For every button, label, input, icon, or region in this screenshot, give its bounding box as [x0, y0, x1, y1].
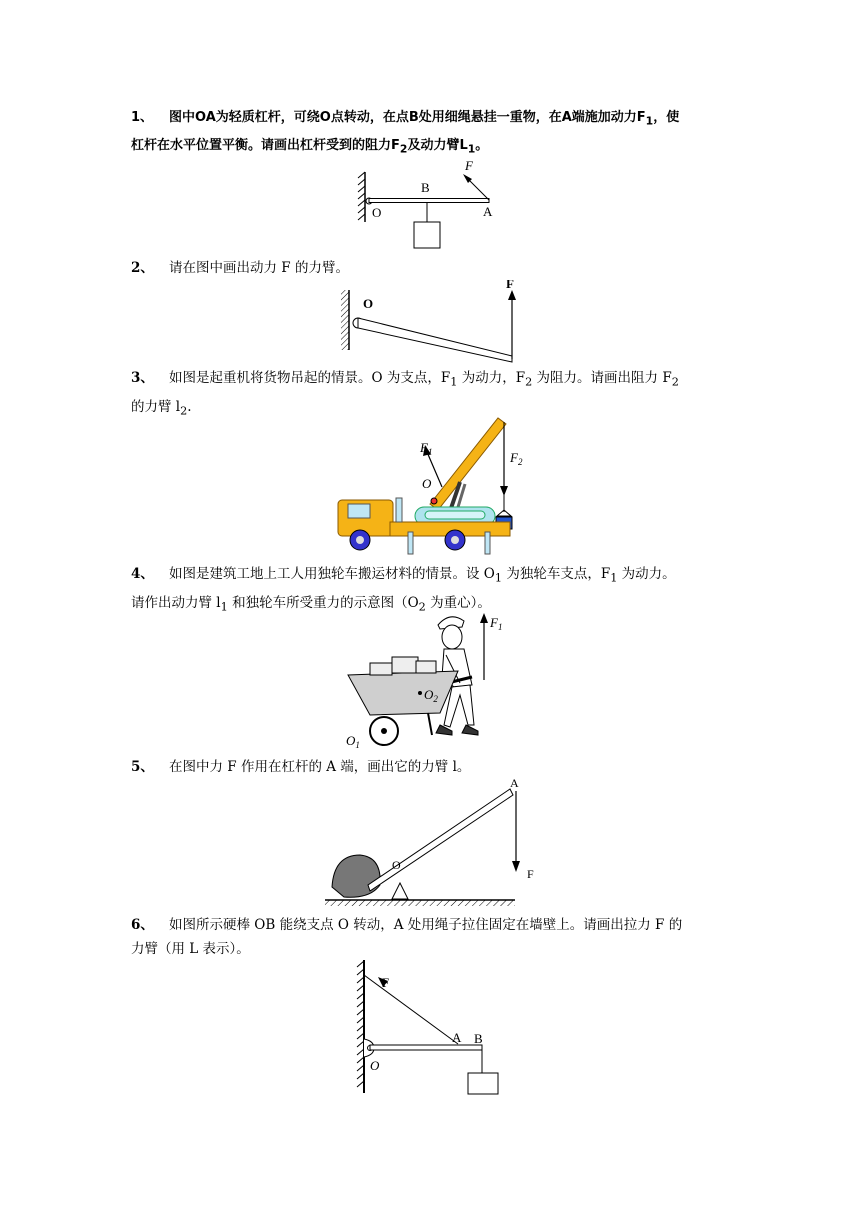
question-text: 如图所示硬棒 OB 能绕支点 O 转动，A 处用绳子拉住固定在墙壁上。请画出拉力 F 的 — [169, 917, 683, 933]
pivot — [431, 498, 437, 504]
label-O: O — [363, 296, 374, 311]
subscript: 1 — [645, 114, 654, 128]
question-text: 杠杆在水平位置平衡。请画出杠杆受到的阻力F — [131, 137, 400, 153]
label-F1: $F_1$ — [420, 440, 433, 457]
rope — [364, 975, 458, 1044]
subscript: 1 — [494, 571, 503, 585]
label-A: A — [452, 1030, 462, 1045]
question-number: 5、 — [131, 759, 154, 775]
subscript: 2 — [671, 375, 679, 389]
question-6 — [131, 913, 731, 961]
fulcrum — [392, 883, 408, 899]
question-text: 请作出动力臂 l — [131, 594, 221, 611]
question-text: 的力臂 l — [131, 398, 181, 415]
lever-bar — [369, 199, 489, 203]
lever-bar — [358, 318, 512, 362]
figure-3-crane — [330, 412, 530, 557]
label-F: F — [527, 867, 534, 881]
crane-boom — [430, 418, 506, 510]
label-O2: $O_2$ — [424, 687, 438, 704]
label-A: A — [510, 776, 519, 790]
figure-5-lever — [320, 775, 545, 915]
subscript: 1 — [467, 142, 476, 156]
rod — [370, 1045, 482, 1050]
figure-2-lever — [338, 280, 528, 365]
label-B: B — [474, 1031, 483, 1046]
question-text: 为动力。 — [617, 566, 676, 582]
subscript: 1 — [450, 375, 458, 389]
barrow-tray — [348, 671, 458, 715]
wall — [357, 960, 364, 1093]
question-1 — [131, 106, 731, 161]
weight-box — [414, 222, 440, 248]
subscript: 1 — [610, 571, 618, 585]
question-text: 如图是建筑工地上工人用独轮车搬运材料的情景。设 O — [169, 566, 495, 582]
question-text: 和独轮车所受重力的示意图（O — [227, 594, 419, 611]
figure-4-wheelbarrow — [340, 605, 520, 753]
question-text: 在图中力 F 作用在杠杆的 A 端，画出它的力臂 l。 — [169, 759, 471, 775]
question-text: 为动力，F — [457, 370, 526, 386]
label-F1: $F_1$ — [490, 615, 503, 632]
label-O: O — [422, 476, 432, 491]
question-text: 图中OA为轻质杠杆，可绕O点转动，在点B处用细绳悬挂一重物，在A端施加动力F — [169, 110, 646, 125]
figure-6-rod — [350, 955, 510, 1100]
label-F: F — [506, 280, 514, 291]
label-O1: $O_1$ — [346, 733, 360, 750]
label-A: A — [483, 204, 493, 219]
rock — [332, 855, 380, 897]
question-2 — [131, 256, 731, 280]
center-of-gravity — [418, 691, 422, 695]
label-O: O — [372, 205, 382, 220]
label-O: O — [370, 1058, 380, 1073]
label-B: B — [421, 180, 430, 195]
question-text: 为阻力。请画出阻力 F — [532, 370, 672, 386]
question-text: 及动力臂L — [407, 137, 468, 153]
arrow-head — [508, 290, 516, 300]
question-number: 6、 — [131, 917, 154, 933]
question-text: 如图是起重机将货物吊起的情景。O 为支点，F — [169, 370, 451, 386]
label-F: F — [465, 160, 473, 173]
ground-hatch — [325, 900, 515, 906]
question-text: 为重心）。 — [425, 594, 491, 611]
weight-box — [468, 1073, 498, 1094]
lever-bar — [368, 789, 513, 891]
question-text: 请在图中画出动力 F 的力臂。 — [169, 260, 349, 276]
subscript: 2 — [399, 142, 408, 156]
question-text: . — [187, 398, 192, 415]
question-text: 为独轮车支点，F — [502, 566, 611, 582]
force-arrow — [467, 178, 489, 200]
label-F2: $F_2$ — [510, 450, 523, 467]
wall — [341, 290, 349, 350]
label-F: F — [382, 975, 390, 990]
subscript: 2 — [525, 375, 533, 389]
question-text: 力臂（用 L 表示）。 — [131, 941, 250, 957]
label-O: O — [392, 858, 401, 872]
question-text: 。 — [475, 137, 489, 153]
wall — [358, 172, 365, 222]
question-number: 3、 — [131, 370, 154, 386]
subscript: 1 — [220, 600, 228, 614]
question-number: 4、 — [131, 566, 154, 582]
question-number: 2、 — [131, 260, 154, 276]
question-text: ，使 — [653, 110, 680, 125]
subscript: 2 — [180, 404, 188, 418]
question-number: 1、 — [131, 110, 154, 125]
subscript: 2 — [418, 600, 426, 614]
figure-1-lever — [355, 160, 505, 255]
bricks — [370, 657, 436, 675]
